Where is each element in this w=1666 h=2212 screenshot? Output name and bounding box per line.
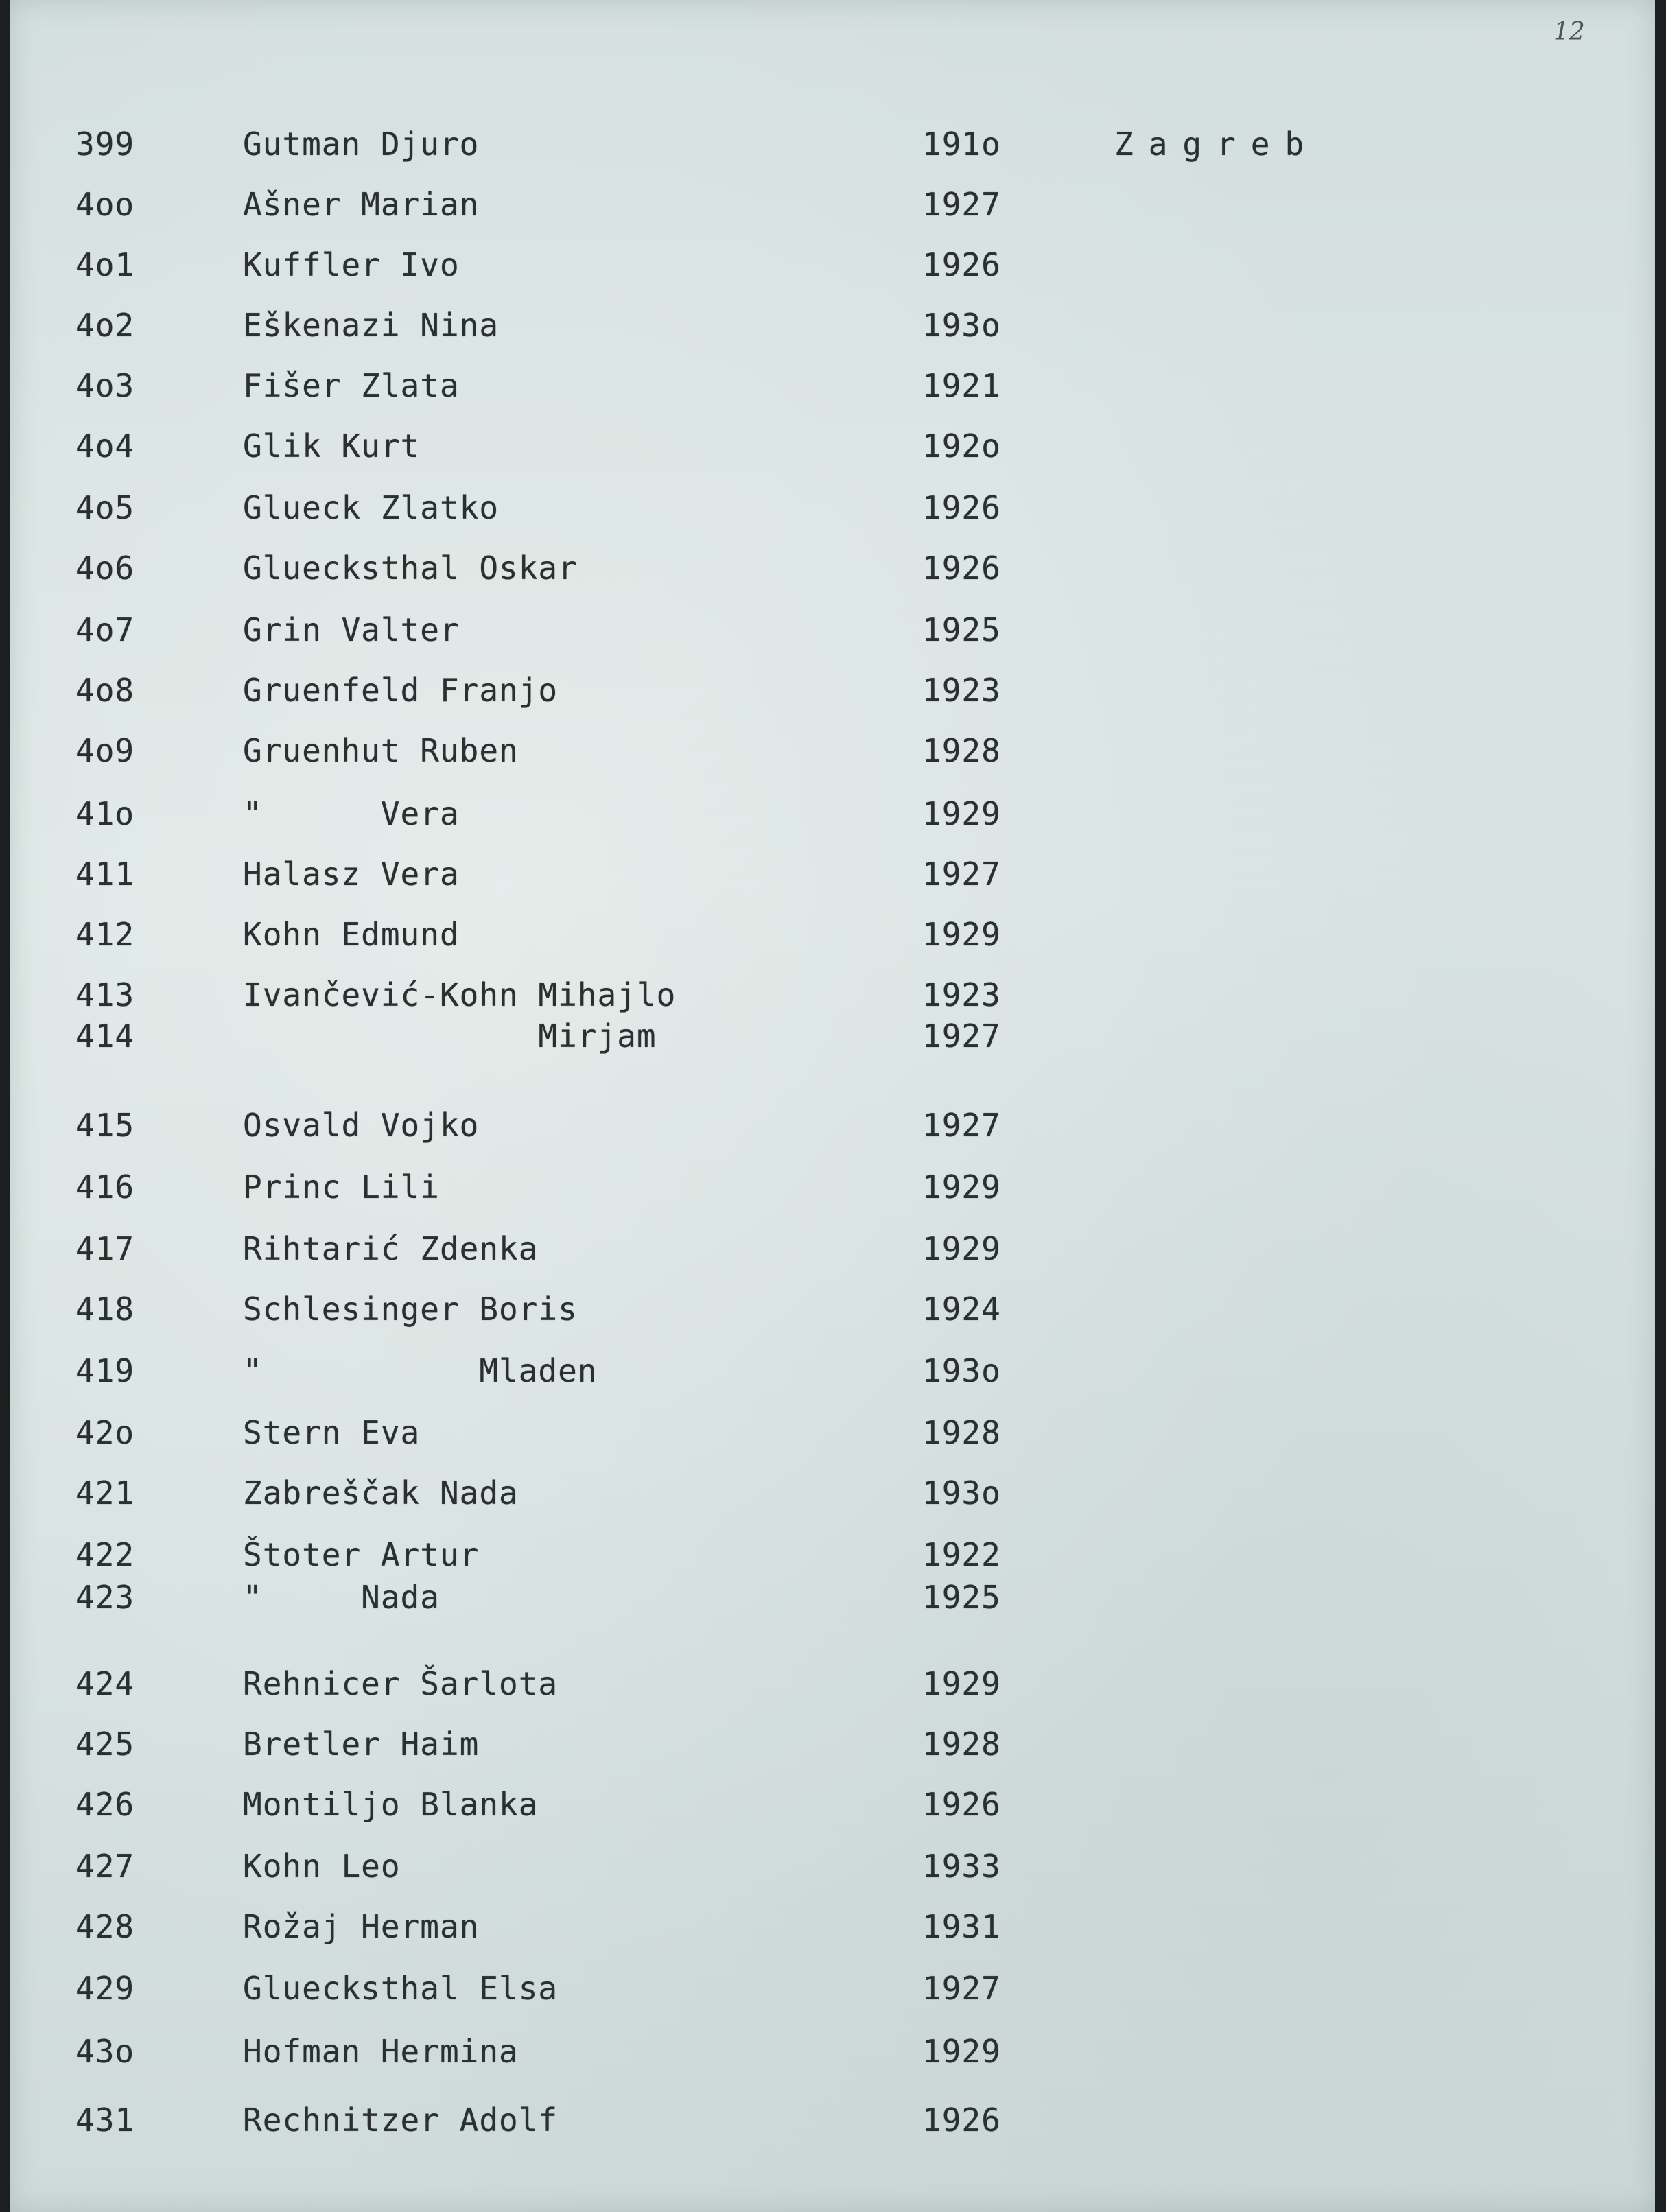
entry-number: 4o3 [75, 367, 135, 404]
birth-year: 1929 [922, 1168, 1001, 1205]
list-item [10, 1717, 1655, 1772]
list-item [10, 1282, 1655, 1337]
entry-number: 4oo [75, 186, 135, 223]
birth-year: 1929 [922, 1230, 1001, 1267]
person-name: Eškenazi Nina [243, 307, 500, 344]
list-item [10, 663, 1655, 718]
person-name: Rechnitzer Adolf [243, 2102, 559, 2139]
entry-number: 416 [75, 1168, 135, 1205]
list-item [10, 1899, 1655, 1954]
birth-year: 1929 [922, 916, 1001, 953]
list-item [10, 1777, 1655, 1832]
person-name: " Mladen [243, 1352, 598, 1389]
entry-number: 413 [75, 976, 135, 1013]
entry-number: 427 [75, 1848, 135, 1885]
list-item [10, 1570, 1655, 1625]
entry-number: 429 [75, 1970, 135, 2007]
birth-year: 1926 [922, 2102, 1001, 2139]
person-name: Rožaj Herman [243, 1908, 480, 1945]
person-name: Gruenfeld Franjo [243, 672, 559, 709]
person-name: Zabreščak Nada [243, 1474, 519, 1511]
person-name: Princ Lili [243, 1168, 440, 1205]
person-name: Rihtarić Zdenka [243, 1230, 539, 1267]
person-name: Ašner Marian [243, 186, 480, 223]
list-item [10, 847, 1655, 902]
entry-number: 424 [75, 1665, 135, 1702]
person-name: Hofman Hermina [243, 2033, 519, 2070]
birth-year: 1927 [922, 1017, 1001, 1055]
birth-year: 193o [922, 307, 1001, 344]
birth-year: 1923 [922, 672, 1001, 709]
list-item [10, 1343, 1655, 1398]
birth-year: 1925 [922, 1579, 1001, 1616]
list-item [10, 480, 1655, 535]
list-item [10, 541, 1655, 596]
list-item [10, 1009, 1655, 1063]
entry-number: 431 [75, 2102, 135, 2139]
person-name: Halasz Vera [243, 856, 460, 893]
birth-year: 1926 [922, 1786, 1001, 1823]
entry-number: 4o7 [75, 611, 135, 648]
list-item [10, 1160, 1655, 1214]
birth-year: 1928 [922, 732, 1001, 769]
entry-number: 4o5 [75, 489, 135, 526]
list-item [10, 1405, 1655, 1460]
birth-year: 1924 [922, 1291, 1001, 1328]
birth-year: 1928 [922, 1726, 1001, 1763]
list-item [10, 237, 1655, 292]
birth-year: 1926 [922, 550, 1001, 587]
place-name: Zagreb [1114, 126, 1319, 163]
person-name: Gluecksthal Elsa [243, 1970, 559, 2007]
entry-number: 428 [75, 1908, 135, 1945]
birth-year: 1922 [922, 1536, 1001, 1573]
person-name: Montiljo Blanka [243, 1786, 539, 1823]
birth-year: 193o [922, 1352, 1001, 1389]
list-item [10, 1839, 1655, 1894]
entry-number: 42o [75, 1414, 135, 1451]
person-name: Štoter Artur [243, 1536, 480, 1573]
entry-number: 425 [75, 1726, 135, 1763]
birth-year: 1925 [922, 611, 1001, 648]
person-name: Schlesinger Boris [243, 1291, 578, 1328]
entry-number: 41o [75, 795, 135, 832]
birth-year: 1929 [922, 1665, 1001, 1702]
person-name: Fišer Zlata [243, 367, 460, 404]
entry-number: 415 [75, 1107, 135, 1144]
person-name: Grin Valter [243, 611, 460, 648]
entry-number: 423 [75, 1579, 135, 1616]
birth-year: 1926 [922, 489, 1001, 526]
birth-year: 1928 [922, 1414, 1001, 1451]
list-item [10, 1466, 1655, 1520]
person-name: Rehnicer Šarlota [243, 1665, 559, 1702]
list-item [10, 2093, 1655, 2148]
list-item [10, 117, 1655, 172]
entry-number: 419 [75, 1352, 135, 1389]
entry-number: 414 [75, 1017, 135, 1055]
entry-number: 422 [75, 1536, 135, 1573]
page-number: 12 [1553, 18, 1585, 46]
person-name: Ivančević-Kohn Mihajlo [243, 976, 677, 1013]
entry-number: 411 [75, 856, 135, 893]
birth-year: 1927 [922, 1970, 1001, 2007]
list-item [10, 358, 1655, 413]
person-name: Kohn Leo [243, 1848, 401, 1885]
person-name: " Vera [243, 795, 460, 832]
birth-year: 1923 [922, 976, 1001, 1013]
birth-year: 1933 [922, 1848, 1001, 1885]
birth-year: 1921 [922, 367, 1001, 404]
birth-year: 1931 [922, 1908, 1001, 1945]
birth-year: 193o [922, 1474, 1001, 1511]
person-name: Osvald Vojko [243, 1107, 480, 1144]
birth-year: 192o [922, 427, 1001, 464]
list-item [10, 1098, 1655, 1153]
entry-number: 418 [75, 1291, 135, 1328]
person-name: Stern Eva [243, 1414, 421, 1451]
entry-number: 4o6 [75, 550, 135, 587]
entry-number: 399 [75, 126, 135, 163]
birth-year: 1927 [922, 186, 1001, 223]
birth-year: 1927 [922, 856, 1001, 893]
entry-number: 4o9 [75, 732, 135, 769]
entry-number: 4o4 [75, 427, 135, 464]
list-item [10, 786, 1655, 841]
person-name: Glueck Zlatko [243, 489, 500, 526]
person-name: Kuffler Ivo [243, 246, 460, 283]
person-name: Gruenhut Ruben [243, 732, 519, 769]
entry-number: 43o [75, 2033, 135, 2070]
entry-number: 412 [75, 916, 135, 953]
list-item [10, 419, 1655, 473]
list-item [10, 2024, 1655, 2079]
list-item [10, 1961, 1655, 2016]
birth-year: 1929 [922, 2033, 1001, 2070]
person-name: Bretler Haim [243, 1726, 480, 1763]
person-name: Glik Kurt [243, 427, 421, 464]
entry-number: 4o2 [75, 307, 135, 344]
list-item [10, 298, 1655, 353]
entry-number: 4o1 [75, 246, 135, 283]
list-item [10, 177, 1655, 232]
entry-number: 421 [75, 1474, 135, 1511]
list-item [10, 723, 1655, 778]
entry-number: 417 [75, 1230, 135, 1267]
person-name: Kohn Edmund [243, 916, 460, 953]
birth-year: 191o [922, 126, 1001, 163]
list-item [10, 1656, 1655, 1711]
birth-year: 1929 [922, 795, 1001, 832]
person-name: Gluecksthal Oskar [243, 550, 578, 587]
person-name: Gutman Djuro [243, 126, 480, 163]
list-item [10, 907, 1655, 962]
entry-number: 426 [75, 1786, 135, 1823]
list-item [10, 602, 1655, 657]
entry-number: 4o8 [75, 672, 135, 709]
person-name: " Nada [243, 1579, 440, 1616]
person-name: Mirjam [243, 1017, 657, 1055]
birth-year: 1927 [922, 1107, 1001, 1144]
document-page [10, 0, 1655, 2212]
list-item [10, 1221, 1655, 1276]
birth-year: 1926 [922, 246, 1001, 283]
